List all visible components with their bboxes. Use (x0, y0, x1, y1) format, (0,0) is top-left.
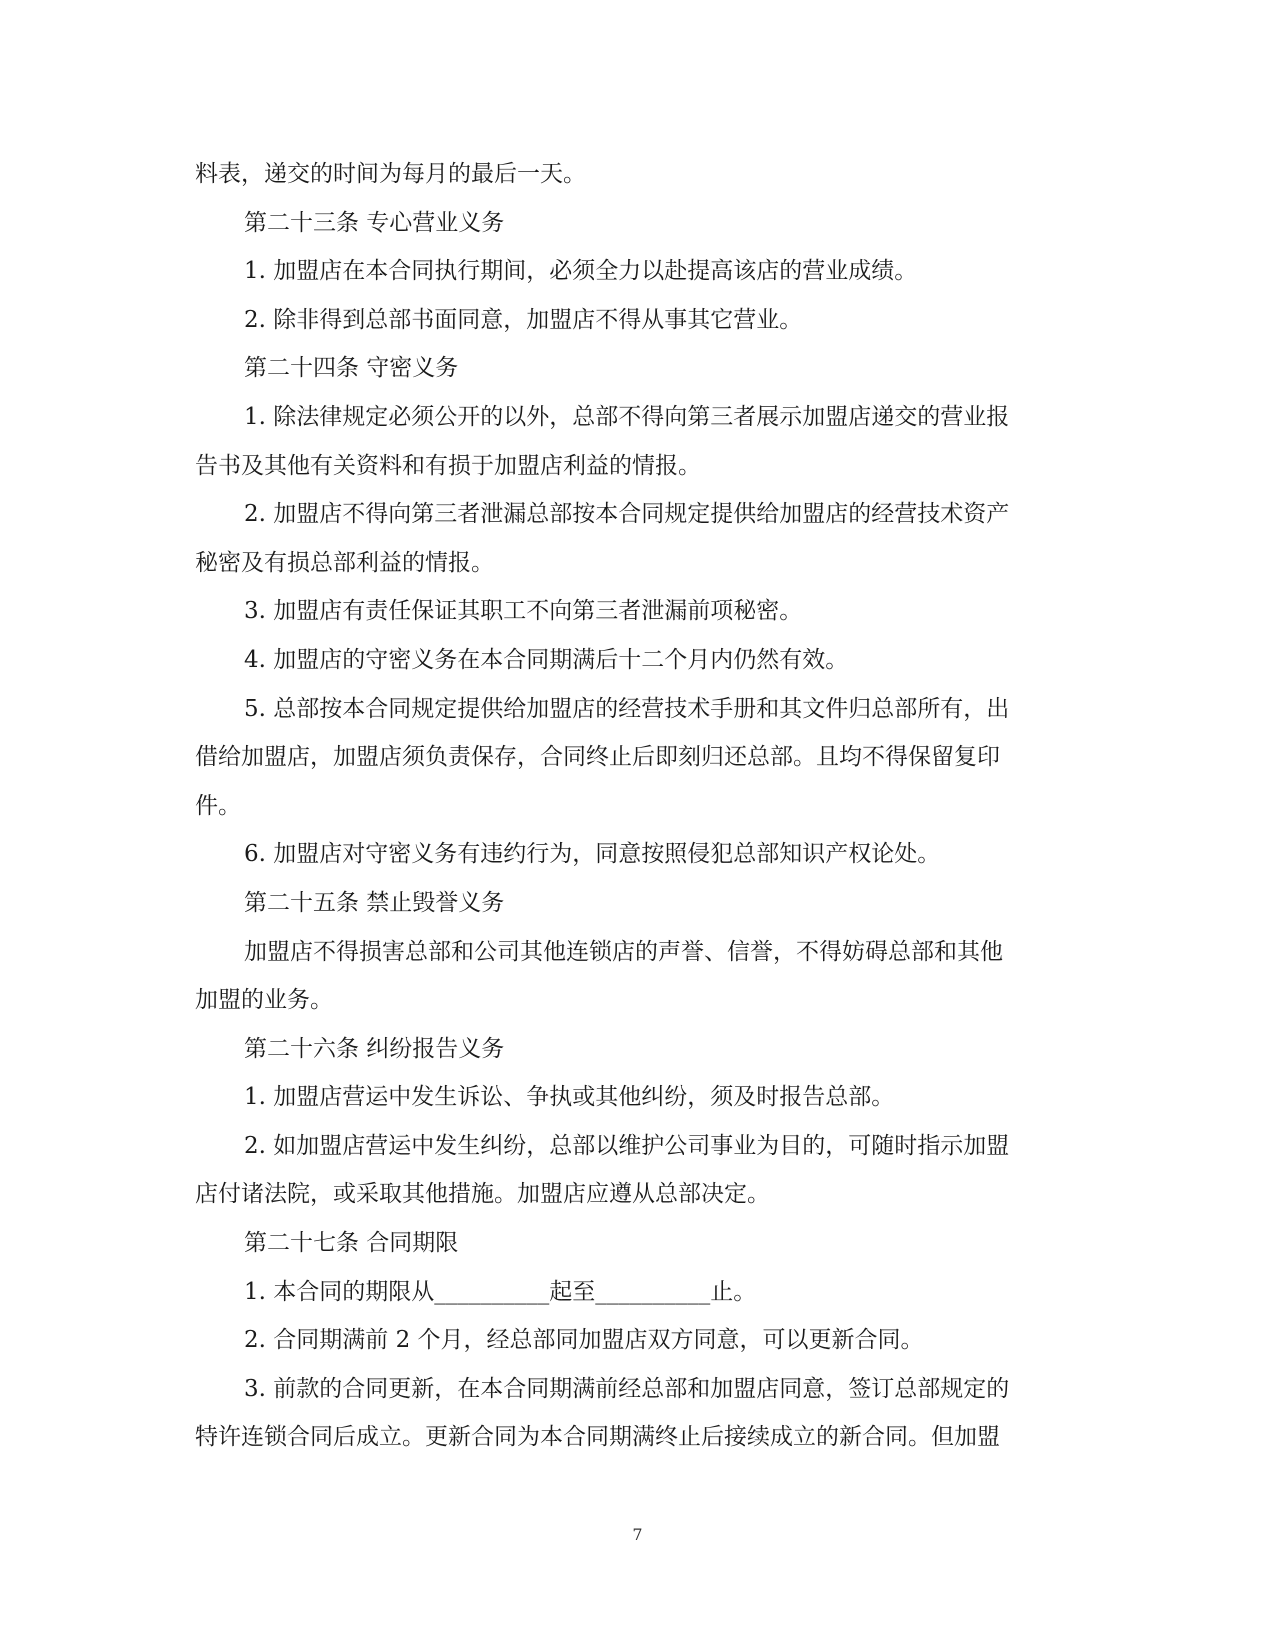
text-line: 5. 总部按本合同规定提供给加盟店的经营技术手册和其文件归总部所有，出 (244, 695, 1010, 722)
text-line: 秘密及有损总部利益的情报。 (195, 549, 494, 576)
article-heading: 第二十三条 专心营业义务 (244, 209, 505, 236)
text-line: 加盟店不得损害总部和公司其他连锁店的声誉、信誉，不得妨碍总部和其他 (244, 938, 1003, 965)
document-body (195, 150, 1080, 1462)
article-heading: 第二十七条 合同期限 (244, 1230, 459, 1257)
text-line: 料表，递交的时间为每月的最后一天。 (195, 161, 586, 187)
text-line: 6. 加盟店对守密义务有违约行为，同意按照侵犯总部知识产权论处。 (244, 841, 941, 868)
text-line: 借给加盟店，加盟店须负责保存，合同终止后即刻归还总部。且均不得保留复印 (195, 744, 1000, 771)
text-line: 2. 合同期满前 2 个月，经总部同加盟店双方同意，可以更新合同。 (244, 1327, 924, 1354)
text-line: 3. 前款的合同更新，在本合同期满前经总部和加盟店同意，签订总部规定的 (244, 1375, 1010, 1402)
text-line: 1. 本合同的期限从__________起至__________止。 (244, 1278, 757, 1305)
text-line: 1. 除法律规定必须公开的以外，总部不得向第三者展示加盟店递交的营业报 (244, 403, 1010, 430)
article-heading: 第二十五条 禁止毁誉义务 (244, 889, 505, 916)
text-line: 2. 加盟店不得向第三者泄漏总部按本合同规定提供给加盟店的经营技术资产 (244, 501, 1010, 528)
article-heading: 第二十四条 守密义务 (244, 355, 459, 382)
text-line: 特许连锁合同后成立。更新合同为本合同期满终止后接续成立的新合同。但加盟 (195, 1424, 1000, 1451)
text-line: 店付诸法院，或采取其他措施。加盟店应遵从总部决定。 (195, 1181, 770, 1208)
text-line: 1. 加盟店在本合同执行期间，必须全力以赴提高该店的营业成绩。 (244, 258, 918, 285)
text-line: 件。 (195, 792, 241, 819)
text-line: 4. 加盟店的守密义务在本合同期满后十二个月内仍然有效。 (244, 646, 849, 673)
text-line: 2. 如加盟店营运中发生纠纷，总部以维护公司事业为目的，可随时指示加盟 (244, 1132, 1010, 1159)
text-line: 告书及其他有关资料和有损于加盟店利益的情报。 (195, 452, 701, 479)
page-number: 7 (632, 1525, 643, 1544)
article-heading: 第二十六条 纠纷报告义务 (244, 1035, 505, 1062)
text-line: 加盟的业务。 (195, 987, 333, 1014)
text-line: 1. 加盟店营运中发生诉讼、争执或其他纠纷，须及时报告总部。 (244, 1084, 895, 1111)
text-line: 3. 加盟店有责任保证其职工不向第三者泄漏前项秘密。 (244, 598, 803, 625)
text-line: 2. 除非得到总部书面同意，加盟店不得从事其它营业。 (244, 306, 803, 333)
